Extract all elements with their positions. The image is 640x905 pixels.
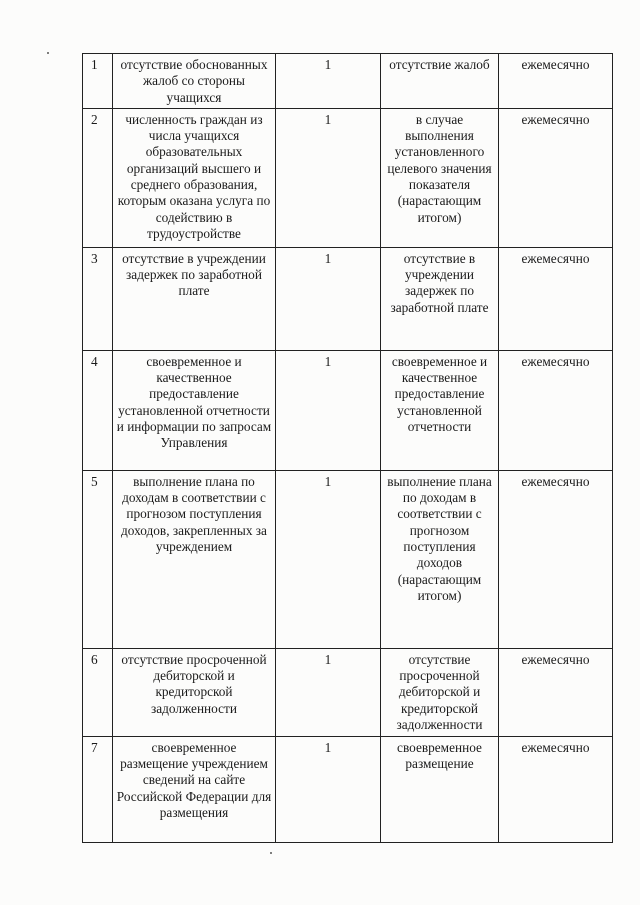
criterion-cell: отсутствие обоснованных жалоб со стороны учащихся	[113, 54, 276, 109]
table-row	[83, 470, 613, 648]
indicator-cell: отсутствие просроченной дебиторской и кредиторской задолженности	[381, 648, 499, 736]
score-cell: 1	[276, 350, 381, 470]
row-number: 4	[83, 350, 113, 470]
row-number: 7	[83, 736, 113, 842]
table-row	[83, 648, 613, 736]
row-number: 2	[83, 108, 113, 247]
table-row	[83, 247, 613, 350]
row-number: 1	[83, 54, 113, 109]
score-cell: 1	[276, 54, 381, 109]
score-cell: 1	[276, 648, 381, 736]
criteria-table	[82, 53, 613, 843]
indicator-cell: отсутствие в учреждении задержек по заработной плате	[381, 247, 499, 350]
period-cell: ежемесячно	[499, 350, 613, 470]
scan-speck	[47, 52, 49, 54]
score-cell: 1	[276, 247, 381, 350]
criterion-cell: своевременное размещение учреждением сведений на сайте Российской Федерации для размещения	[113, 736, 276, 842]
row-number: 6	[83, 648, 113, 736]
criterion-cell: отсутствие в учреждении задержек по заработной плате	[113, 247, 276, 350]
score-cell: 1	[276, 108, 381, 247]
row-number: 5	[83, 470, 113, 648]
indicator-cell: отсутствие жалоб	[381, 54, 499, 109]
table-row	[83, 736, 613, 842]
score-cell: 1	[276, 470, 381, 648]
criterion-cell: выполнение плана по доходам в соответствии с прогнозом поступления доходов, закрепленных за учреждением	[113, 470, 276, 648]
row-number: 3	[83, 247, 113, 350]
indicator-cell: своевременное размещение	[381, 736, 499, 842]
criterion-cell: отсутствие просроченной дебиторской и кредиторской задолженности	[113, 648, 276, 736]
period-cell: ежемесячно	[499, 108, 613, 247]
score-cell: 1	[276, 736, 381, 842]
table-row	[83, 54, 613, 109]
period-cell: ежемесячно	[499, 54, 613, 109]
indicator-cell: своевременное и качественное предоставление установленной отчетности	[381, 350, 499, 470]
period-cell: ежемесячно	[499, 648, 613, 736]
table-row	[83, 350, 613, 470]
period-cell: ежемесячно	[499, 470, 613, 648]
period-cell: ежемесячно	[499, 736, 613, 842]
scan-speck	[270, 852, 272, 854]
indicator-cell: выполнение плана по доходам в соответствии с прогнозом поступления доходов (нарастающим итогом)	[381, 470, 499, 648]
criterion-cell: своевременное и качественное предоставление установленной отчетности и информации по запросам Управления	[113, 350, 276, 470]
criterion-cell: численность граждан из числа учащихся образовательных организаций высшего и среднего образования, которым оказана услуга по содействию в трудоустройстве	[113, 108, 276, 247]
table-row	[83, 108, 613, 247]
indicator-cell: в случае выполнения установленного целевого значения показателя (нарастающим итогом)	[381, 108, 499, 247]
period-cell: ежемесячно	[499, 247, 613, 350]
